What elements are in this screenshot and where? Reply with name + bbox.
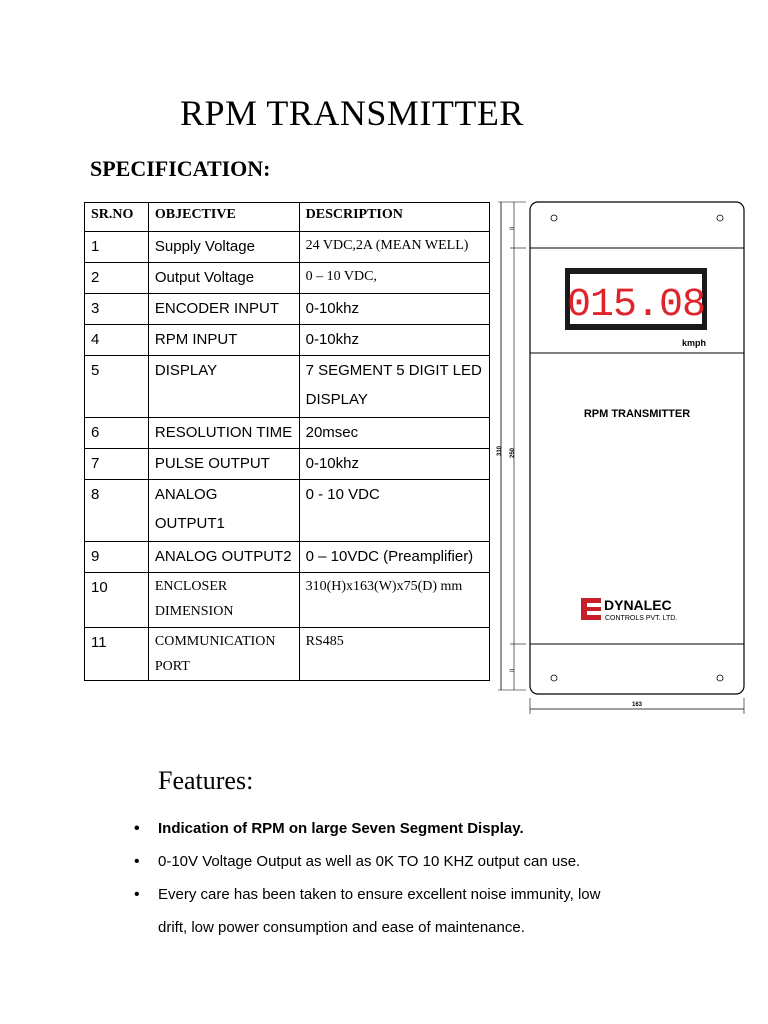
- cell-description: 0 – 10 VDC,: [299, 263, 489, 294]
- table-row: [85, 232, 490, 263]
- cell-objective: Supply Voltage: [148, 232, 299, 263]
- dimension-mark-top: II: [510, 226, 516, 230]
- specification-heading: SPECIFICATION:: [90, 156, 271, 181]
- cell-srno: 7: [85, 449, 149, 480]
- cell-objective: PULSE OUTPUT: [148, 449, 299, 480]
- table-row: [85, 418, 490, 449]
- cell-objective-line-1: ANALOG: [154, 486, 218, 503]
- dimension-label-total: 310: [497, 445, 503, 456]
- features-list: [130, 812, 690, 944]
- cell-objective: [148, 480, 299, 542]
- cell-srno: 8: [85, 480, 149, 542]
- device-label: RPM TRANSMITTER: [583, 408, 691, 420]
- cell-objective: ANALOG OUTPUT2: [148, 542, 299, 573]
- cell-objective: [148, 628, 299, 681]
- cell-srno: 2: [85, 263, 149, 294]
- table-row: [85, 325, 490, 356]
- cell-srno: 6: [85, 418, 149, 449]
- cell-description: 0-10khz: [299, 294, 489, 325]
- cell-srno: 11: [85, 628, 149, 681]
- cell-description: 0-10khz: [299, 325, 489, 356]
- cell-objective: Output Voltage: [148, 263, 299, 294]
- page-title: RPM TRANSMITTER: [180, 93, 524, 133]
- cell-objective-line-2: OUTPUT1: [154, 515, 225, 532]
- features-heading: Features:: [158, 766, 254, 795]
- cell-objective: [148, 573, 299, 628]
- cell-description: 20msec: [299, 418, 489, 449]
- led-display-digits: 015.08: [566, 283, 706, 328]
- cell-description: RS485: [299, 628, 489, 681]
- cell-objective-line-1: ENCLOSER: [154, 579, 228, 594]
- list-item: • Every care has been taken to ensure excellent noise immunity, low: [130, 878, 690, 911]
- dynalec-logo-icon: [581, 598, 601, 620]
- device-drawing: [496, 198, 756, 718]
- cell-srno: 5: [85, 356, 149, 418]
- table-row: [85, 449, 490, 480]
- cell-objective: ENCODER INPUT: [148, 294, 299, 325]
- table-row: [85, 542, 490, 573]
- cell-objective: RPM INPUT: [148, 325, 299, 356]
- dimension-label-width: 163: [631, 702, 643, 708]
- column-header-description: DESCRIPTION: [299, 203, 489, 232]
- cell-srno: 9: [85, 542, 149, 573]
- brand-subtitle: CONTROLS PVT. LTD.: [605, 615, 678, 622]
- cell-description-line-1: 7 SEGMENT 5 DIGIT LED: [305, 362, 482, 379]
- table-row: [85, 573, 490, 628]
- cell-srno: 4: [85, 325, 149, 356]
- column-header-srno: SR.NO: [85, 203, 149, 232]
- cell-objective: RESOLUTION TIME: [148, 418, 299, 449]
- table-header-row: [85, 203, 490, 232]
- dimension-label-inner: 250: [510, 447, 516, 458]
- table-row: [85, 263, 490, 294]
- cell-description: 0 – 10VDC (Preamplifier): [299, 542, 489, 573]
- cell-srno: 1: [85, 232, 149, 263]
- cell-srno: 10: [85, 573, 149, 628]
- cell-objective-line-1: COMMUNICATION: [154, 634, 276, 649]
- display-unit-label: kmph: [682, 338, 707, 348]
- table-row: [85, 294, 490, 325]
- column-header-objective: OBJECTIVE: [148, 203, 299, 232]
- cell-description-line-2: DISPLAY: [305, 391, 368, 408]
- cell-description: 0 - 10 VDC: [299, 480, 489, 542]
- cell-objective-line-2: PORT: [154, 659, 190, 674]
- brand-name: DYNALEC: [604, 597, 672, 613]
- table-row: [85, 628, 490, 681]
- table-row: [85, 356, 490, 418]
- cell-description: 310(H)x163(W)x75(D) mm: [299, 573, 489, 628]
- table-row: [85, 480, 490, 542]
- cell-description: [299, 356, 489, 418]
- dimension-mark-bottom: II: [510, 668, 516, 672]
- specification-table: [84, 202, 490, 681]
- list-item: • Indication of RPM on large Seven Segment Display.: [130, 812, 690, 845]
- list-item: • 0-10V Voltage Output as well as 0K TO 10 KHZ output can use.: [130, 845, 690, 878]
- list-item-continuation: drift, low power consumption and ease of maintenance.: [158, 919, 525, 936]
- cell-description: 24 VDC,2A (MEAN WELL): [299, 232, 489, 263]
- cell-objective: DISPLAY: [148, 356, 299, 418]
- cell-objective-line-2: DIMENSION: [154, 604, 234, 619]
- cell-srno: 3: [85, 294, 149, 325]
- cell-description: 0-10khz: [299, 449, 489, 480]
